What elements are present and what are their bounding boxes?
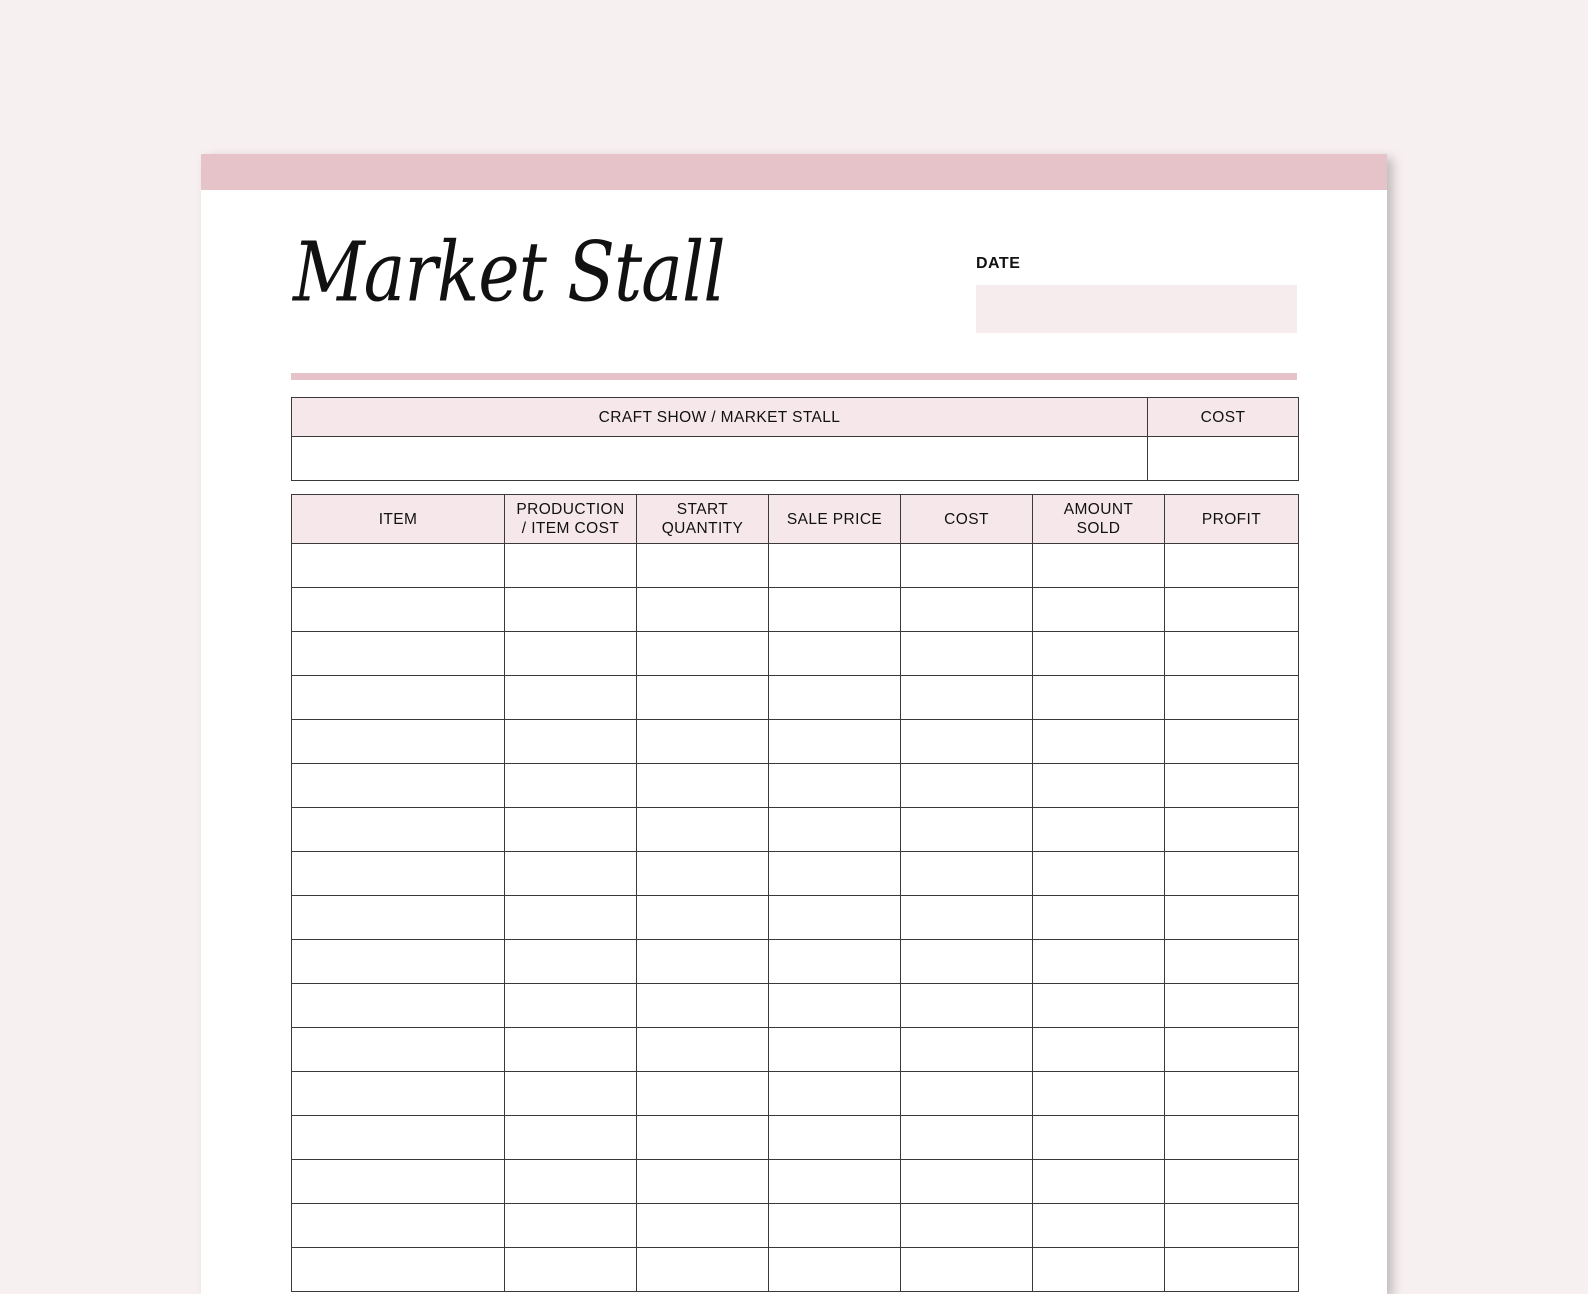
- amount-sold-cell[interactable]: [1033, 720, 1165, 764]
- start-quantity-cell[interactable]: [637, 1116, 769, 1160]
- table-row: [292, 940, 1299, 984]
- production-cost-cell[interactable]: [505, 720, 637, 764]
- start-quantity-header-line-1: START: [676, 501, 729, 518]
- sale-price-cell[interactable]: [769, 940, 901, 984]
- table-row: [292, 720, 1299, 764]
- start-quantity-cell[interactable]: [637, 1072, 769, 1116]
- craft-show-cell[interactable]: [292, 437, 1148, 481]
- item-header-line-1: ITEM: [378, 510, 418, 528]
- cost-header-line-1: COST: [944, 510, 989, 528]
- item-cell[interactable]: [292, 1028, 505, 1072]
- cost-cell[interactable]: [901, 808, 1033, 852]
- amount-sold-cell[interactable]: [1033, 544, 1165, 588]
- production-cost-cell[interactable]: [505, 896, 637, 940]
- start-quantity-cell[interactable]: [637, 808, 769, 852]
- item-cell[interactable]: [292, 544, 505, 588]
- item-cell[interactable]: [292, 632, 505, 676]
- cost-cell[interactable]: [901, 632, 1033, 676]
- production-cost-cell[interactable]: [505, 984, 637, 1028]
- table-row: [292, 632, 1299, 676]
- production-cost-cell[interactable]: [505, 1072, 637, 1116]
- amount-sold-cell[interactable]: [1033, 808, 1165, 852]
- amount-sold-header-line-2: SOLD: [1076, 520, 1121, 537]
- start-quantity-cell[interactable]: [637, 940, 769, 984]
- profit-cell[interactable]: [1165, 1072, 1299, 1116]
- table-row: [292, 1028, 1299, 1072]
- profit-cell[interactable]: [1165, 940, 1299, 984]
- cost-cell[interactable]: [901, 1072, 1033, 1116]
- profit-cell[interactable]: [1165, 1204, 1299, 1248]
- items-header-row: [292, 495, 1299, 544]
- item-cell[interactable]: [292, 808, 505, 852]
- table-row: [292, 896, 1299, 940]
- profit-cell[interactable]: [1165, 896, 1299, 940]
- item-cell[interactable]: [292, 852, 505, 896]
- item-cell[interactable]: [292, 896, 505, 940]
- production-cost-cell[interactable]: [505, 764, 637, 808]
- items-table: [291, 494, 1299, 1292]
- sale-price-cell[interactable]: [769, 720, 901, 764]
- sale-price-cell[interactable]: [769, 1072, 901, 1116]
- production-cost-cell[interactable]: [505, 940, 637, 984]
- item-cell[interactable]: [292, 984, 505, 1028]
- craft-show-header: CRAFT SHOW / MARKET STALL: [292, 398, 1148, 437]
- sale-price-cell[interactable]: [769, 764, 901, 808]
- production-cost-cell[interactable]: [505, 544, 637, 588]
- amount-sold-cell[interactable]: [1033, 1204, 1165, 1248]
- planner-sheet: [201, 154, 1387, 1294]
- cost-header: [901, 495, 1033, 544]
- top-accent-band: [201, 154, 1387, 190]
- profit-cell[interactable]: [1165, 1160, 1299, 1204]
- sale-price-cell[interactable]: [769, 1160, 901, 1204]
- profit-cell[interactable]: [1165, 544, 1299, 588]
- production-cost-cell[interactable]: [505, 676, 637, 720]
- table-row: [292, 1116, 1299, 1160]
- sale-price-cell[interactable]: [769, 1204, 901, 1248]
- production-cost-cell[interactable]: [505, 1160, 637, 1204]
- sale-price-cell[interactable]: [769, 852, 901, 896]
- cost-cell[interactable]: [901, 852, 1033, 896]
- amount-sold-cell[interactable]: [1033, 940, 1165, 984]
- sale-price-cell[interactable]: [769, 632, 901, 676]
- sale-price-cell[interactable]: [769, 588, 901, 632]
- amount-sold-cell[interactable]: [1033, 896, 1165, 940]
- profit-cell[interactable]: [1165, 632, 1299, 676]
- item-cell[interactable]: [292, 1160, 505, 1204]
- profit-cell[interactable]: [1165, 588, 1299, 632]
- amount-sold-cell[interactable]: [1033, 676, 1165, 720]
- amount-sold-cell[interactable]: [1033, 1072, 1165, 1116]
- amount-sold-cell[interactable]: [1033, 984, 1165, 1028]
- sale-price-cell[interactable]: [769, 1028, 901, 1072]
- amount-sold-header: [1033, 495, 1165, 544]
- start-quantity-cell[interactable]: [637, 852, 769, 896]
- item-cell[interactable]: [292, 764, 505, 808]
- sale-price-cell[interactable]: [769, 808, 901, 852]
- amount-sold-cell[interactable]: [1033, 632, 1165, 676]
- production-cost-cell[interactable]: [505, 1204, 637, 1248]
- amount-sold-cell[interactable]: [1033, 1160, 1165, 1204]
- start-quantity-cell[interactable]: [637, 720, 769, 764]
- start-quantity-cell[interactable]: [637, 632, 769, 676]
- profit-cell[interactable]: [1165, 984, 1299, 1028]
- start-quantity-cell[interactable]: [637, 1160, 769, 1204]
- item-cell[interactable]: [292, 1072, 505, 1116]
- production-cost-header-line-1: PRODUCTION: [516, 501, 625, 518]
- profit-header: [1165, 495, 1299, 544]
- profit-cell[interactable]: [1165, 852, 1299, 896]
- market-stall-header-row: [292, 398, 1299, 437]
- table-row: [292, 588, 1299, 632]
- amount-sold-header-line-1: AMOUNT: [1063, 501, 1134, 518]
- start-quantity-cell[interactable]: [637, 588, 769, 632]
- cost-cell[interactable]: [901, 1116, 1033, 1160]
- sale-price-header-line-1: SALE PRICE: [786, 510, 883, 528]
- cost-cell[interactable]: [901, 1160, 1033, 1204]
- table-row: [292, 1072, 1299, 1116]
- profit-cell[interactable]: [1165, 808, 1299, 852]
- start-quantity-cell[interactable]: [637, 764, 769, 808]
- amount-sold-cell[interactable]: [1033, 852, 1165, 896]
- production-cost-header-line-2: / ITEM COST: [521, 520, 620, 537]
- table-row: [292, 544, 1299, 588]
- profit-header-line-1: PROFIT: [1201, 510, 1262, 528]
- start-quantity-cell[interactable]: [637, 1204, 769, 1248]
- market-stall-entry-row: [292, 437, 1299, 481]
- production-cost-header: [505, 495, 637, 544]
- sale-price-cell[interactable]: [769, 544, 901, 588]
- item-header: [292, 495, 505, 544]
- cost-cell[interactable]: [901, 896, 1033, 940]
- production-cost-cell[interactable]: [505, 852, 637, 896]
- table-row: [292, 984, 1299, 1028]
- profit-cell[interactable]: [1165, 764, 1299, 808]
- profit-cell[interactable]: [1165, 676, 1299, 720]
- profit-cell[interactable]: [1165, 720, 1299, 764]
- start-quantity-header: [637, 495, 769, 544]
- item-cell[interactable]: [292, 1116, 505, 1160]
- amount-sold-cell[interactable]: [1033, 1028, 1165, 1072]
- item-cell[interactable]: [292, 940, 505, 984]
- table-row: [292, 764, 1299, 808]
- date-label: DATE: [976, 255, 1021, 272]
- start-quantity-cell[interactable]: [637, 984, 769, 1028]
- page-title: Market Stall: [293, 224, 725, 321]
- market-stall-table: [291, 397, 1299, 481]
- table-row: [292, 676, 1299, 720]
- item-rows: [292, 544, 1299, 1292]
- table-row: [292, 1160, 1299, 1204]
- cost-cell[interactable]: [901, 940, 1033, 984]
- sale-price-header: [769, 495, 901, 544]
- start-quantity-header-line-2: QUANTITY: [661, 520, 744, 537]
- item-cell[interactable]: [292, 1204, 505, 1248]
- table-row: [292, 852, 1299, 896]
- cost-cell[interactable]: [901, 1028, 1033, 1072]
- start-quantity-cell[interactable]: [637, 896, 769, 940]
- cost-cell[interactable]: [901, 984, 1033, 1028]
- stall-cost-cell[interactable]: [1148, 437, 1299, 481]
- amount-sold-cell[interactable]: [1033, 764, 1165, 808]
- date-field[interactable]: [976, 285, 1297, 333]
- production-cost-cell[interactable]: [505, 1028, 637, 1072]
- item-cell[interactable]: [292, 676, 505, 720]
- profit-cell[interactable]: [1165, 1116, 1299, 1160]
- table-row: [292, 1204, 1299, 1248]
- cost-cell[interactable]: [901, 588, 1033, 632]
- stall-cost-header: COST: [1148, 398, 1299, 437]
- divider-rule: [291, 373, 1297, 380]
- sale-price-cell[interactable]: [769, 676, 901, 720]
- start-quantity-cell[interactable]: [637, 544, 769, 588]
- amount-sold-cell[interactable]: [1033, 588, 1165, 632]
- cost-cell[interactable]: [901, 1204, 1033, 1248]
- production-cost-cell[interactable]: [505, 1116, 637, 1160]
- production-cost-cell[interactable]: [505, 588, 637, 632]
- item-cell[interactable]: [292, 588, 505, 632]
- cost-cell[interactable]: [901, 544, 1033, 588]
- item-cell[interactable]: [292, 720, 505, 764]
- sale-price-cell[interactable]: [769, 896, 901, 940]
- table-row: [292, 808, 1299, 852]
- cost-cell[interactable]: [901, 764, 1033, 808]
- production-cost-cell[interactable]: [505, 632, 637, 676]
- start-quantity-cell[interactable]: [637, 676, 769, 720]
- production-cost-cell[interactable]: [505, 808, 637, 852]
- amount-sold-cell[interactable]: [1033, 1116, 1165, 1160]
- cost-cell[interactable]: [901, 720, 1033, 764]
- sale-price-cell[interactable]: [769, 1116, 901, 1160]
- cost-cell[interactable]: [901, 676, 1033, 720]
- profit-cell[interactable]: [1165, 1028, 1299, 1072]
- start-quantity-cell[interactable]: [637, 1028, 769, 1072]
- sale-price-cell[interactable]: [769, 984, 901, 1028]
